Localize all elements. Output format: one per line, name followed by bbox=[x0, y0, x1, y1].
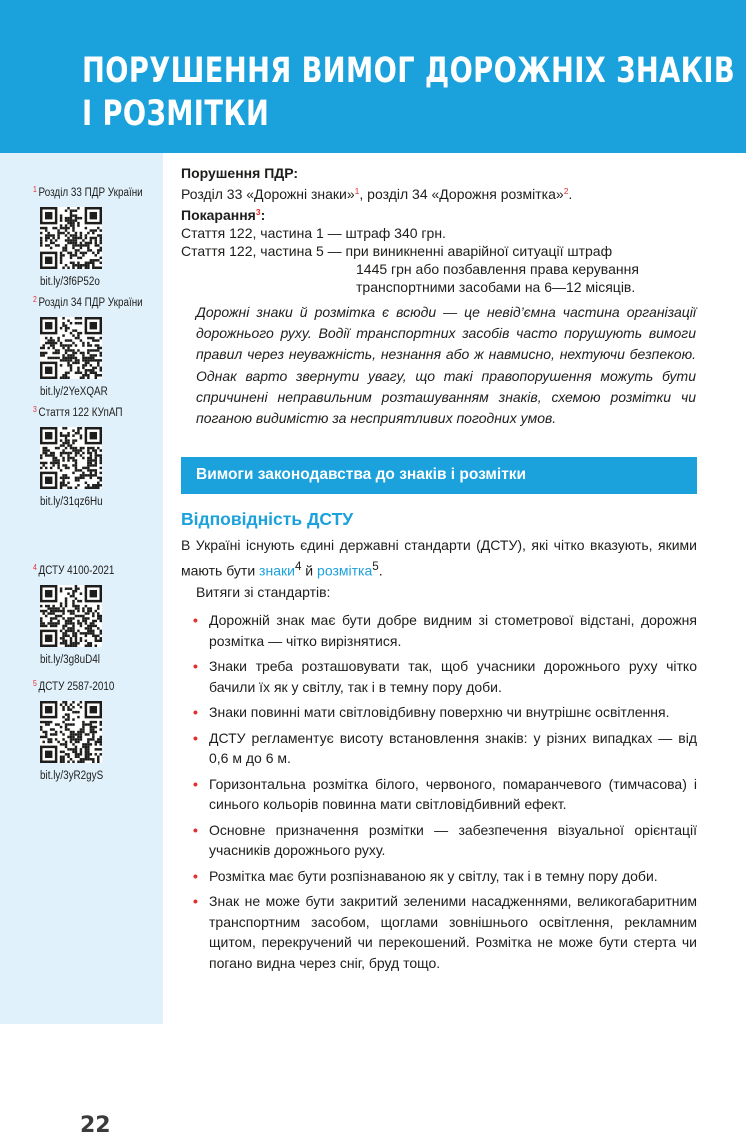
violation-info bbox=[181, 164, 698, 296]
reference-3-number: 3 bbox=[33, 405, 37, 414]
list-item: • Горизонтальна розмітка білого, червоного, помаранчевого (тимчасова) і синього кольорів повинна мати світловідбивний ефект. bbox=[193, 775, 697, 812]
page-number: 22 bbox=[80, 1113, 111, 1138]
reference-3 bbox=[33, 403, 161, 509]
reference-5-title: ДСТУ 2587-2010 bbox=[38, 681, 115, 693]
bullet-icon: • bbox=[193, 821, 198, 838]
standards-paragraph: В Україні існують єдині державні стандарти (ДСТУ), які чітко вказують, якими мають бути знаки$^4$ й розмітка$^5$. bbox=[181, 537, 697, 579]
bullet-icon: • bbox=[193, 729, 198, 746]
bullet-icon: • bbox=[193, 658, 198, 674]
reference-4-link[interactable]: bit.ly/3g8uD4l bbox=[40, 654, 100, 666]
reference-3-link[interactable]: bit.ly/31qz6Hu bbox=[40, 496, 103, 508]
page-title-line-2: І РОЗМІТКИ bbox=[82, 94, 270, 134]
reference-4-title: ДСТУ 4100-2021 bbox=[38, 565, 115, 577]
bullet-icon: • bbox=[193, 893, 198, 909]
extracts-label: Витяги зі стандартів: bbox=[196, 584, 331, 600]
section-banner bbox=[181, 457, 697, 494]
list-item: • Знаки повинні мати світловідбивну поверхню чи внутрішнє освітлення. bbox=[193, 702, 697, 723]
penalty-line-2: Стаття 122, частина 5 — при виникненні аварійної ситуації штраф bbox=[181, 243, 613, 259]
list-item: • Знаки треба розташовувати так, щоб учасники дорожнього руху чітко бачили їх як у світлу, так і в темну пору доби. bbox=[193, 658, 697, 695]
list-item: • ДСТУ регламентує висоту встановлення знаків: у різних випадках — від 0,6 м до 6 м. bbox=[193, 729, 697, 766]
reference-4 bbox=[33, 561, 161, 667]
reference-1-title: Розділ 33 ПДР України bbox=[38, 187, 143, 199]
reference-2 bbox=[33, 293, 161, 399]
qr-code-icon[interactable] bbox=[40, 207, 102, 269]
reference-1-number: 1 bbox=[33, 185, 37, 194]
markings-link[interactable]: розмітка bbox=[317, 562, 373, 579]
footnote-2: 2 bbox=[563, 186, 569, 196]
qr-code-icon[interactable] bbox=[40, 585, 102, 647]
reference-1 bbox=[33, 183, 161, 289]
violation-sections: Розділ 33 «Дорожні знаки»$^1$, розділ 34 «Дорожня розмітка»$^2$. bbox=[181, 186, 573, 202]
list-item: • Дорожній знак має бути добре видним зі стометрової відстані, дорожня розмітка — чітко вирізнятися. bbox=[193, 612, 697, 649]
footnote-5: 5 bbox=[372, 560, 379, 573]
reference-4-number: 4 bbox=[33, 563, 37, 572]
standards-list bbox=[193, 610, 697, 978]
page-title-line-1: ПОРУШЕННЯ ВИМОГ ДОРОЖНІХ ЗНАКІВ bbox=[82, 51, 736, 91]
penalty-label: Покарання$^3$: bbox=[181, 207, 266, 223]
penalty-line-3: 1445 грн або позбавлення права керування bbox=[356, 261, 639, 277]
qr-code-icon[interactable] bbox=[40, 427, 102, 489]
list-item: • Основне призначення розмітки — забезпечення візуальної орієнтації учасників дорожнього руху. bbox=[193, 821, 697, 858]
qr-code-icon[interactable] bbox=[40, 317, 102, 379]
subsection-heading: Відповідність ДСТУ bbox=[181, 509, 354, 529]
footnote-1: 1 bbox=[354, 186, 360, 196]
bullet-icon: • bbox=[193, 867, 198, 884]
references-sidebar bbox=[0, 153, 163, 1138]
page-title bbox=[82, 50, 735, 136]
reference-3-title: Стаття 122 КУпАП bbox=[38, 407, 123, 419]
footnote-3: 3 bbox=[255, 207, 261, 217]
intro-paragraph: Дорожні знаки й розмітка є всюди — це невід’ємна частина організації дорожнього руху. Водії транспортних засобів часто порушують вимоги правил через неуважність, незнання або ж навмисно, нехтуючи безпекою. Однак варто звернути увагу, що такі правопорушення можуть бути спричинені неправильним розташуванням знаків, схемою розмітки чи поганою видимістю за несприятливих погодних умов. bbox=[196, 304, 696, 427]
reference-5-number: 5 bbox=[33, 679, 37, 688]
page-header bbox=[0, 0, 746, 153]
reference-2-number: 2 bbox=[33, 295, 37, 304]
bullet-icon: • bbox=[193, 612, 198, 628]
list-item: • Розмітка має бути розпізнаваною як у світлу, так і в темну пору доби. bbox=[193, 866, 697, 887]
reference-5 bbox=[33, 677, 161, 783]
reference-5-link[interactable]: bit.ly/3yR2gyS bbox=[40, 770, 104, 782]
section-banner-title: Вимоги законодавства до знаків і розмітки bbox=[196, 466, 527, 483]
reference-2-title: Розділ 34 ПДР України bbox=[38, 297, 143, 309]
reference-2-link[interactable]: bit.ly/2YeXQAR bbox=[40, 386, 108, 398]
qr-code-icon[interactable] bbox=[40, 701, 102, 763]
bullet-icon: • bbox=[193, 704, 198, 720]
reference-1-link[interactable]: bit.ly/3f6P52o bbox=[40, 276, 100, 288]
footnote-4: 4 bbox=[294, 560, 302, 573]
bullet-icon: • bbox=[193, 775, 198, 792]
penalty-line-1: Стаття 122, частина 1 — штраф 340 грн. bbox=[181, 225, 446, 241]
violation-label: Порушення ПДР: bbox=[181, 165, 299, 181]
penalty-line-4: транспортними засобами на 6—12 місяців. bbox=[356, 279, 636, 295]
signs-link[interactable]: знаки bbox=[259, 562, 295, 579]
list-item: • Знак не може бути закритий зеленими насадженнями, великогабаритним транспортним засобом, щоглами зовнішнього освітлення, рекламним щитом, перекручений чи перекошений. Розмітка не може бути стерта чи погано видна через сніг, бруд тощо. bbox=[193, 893, 697, 971]
